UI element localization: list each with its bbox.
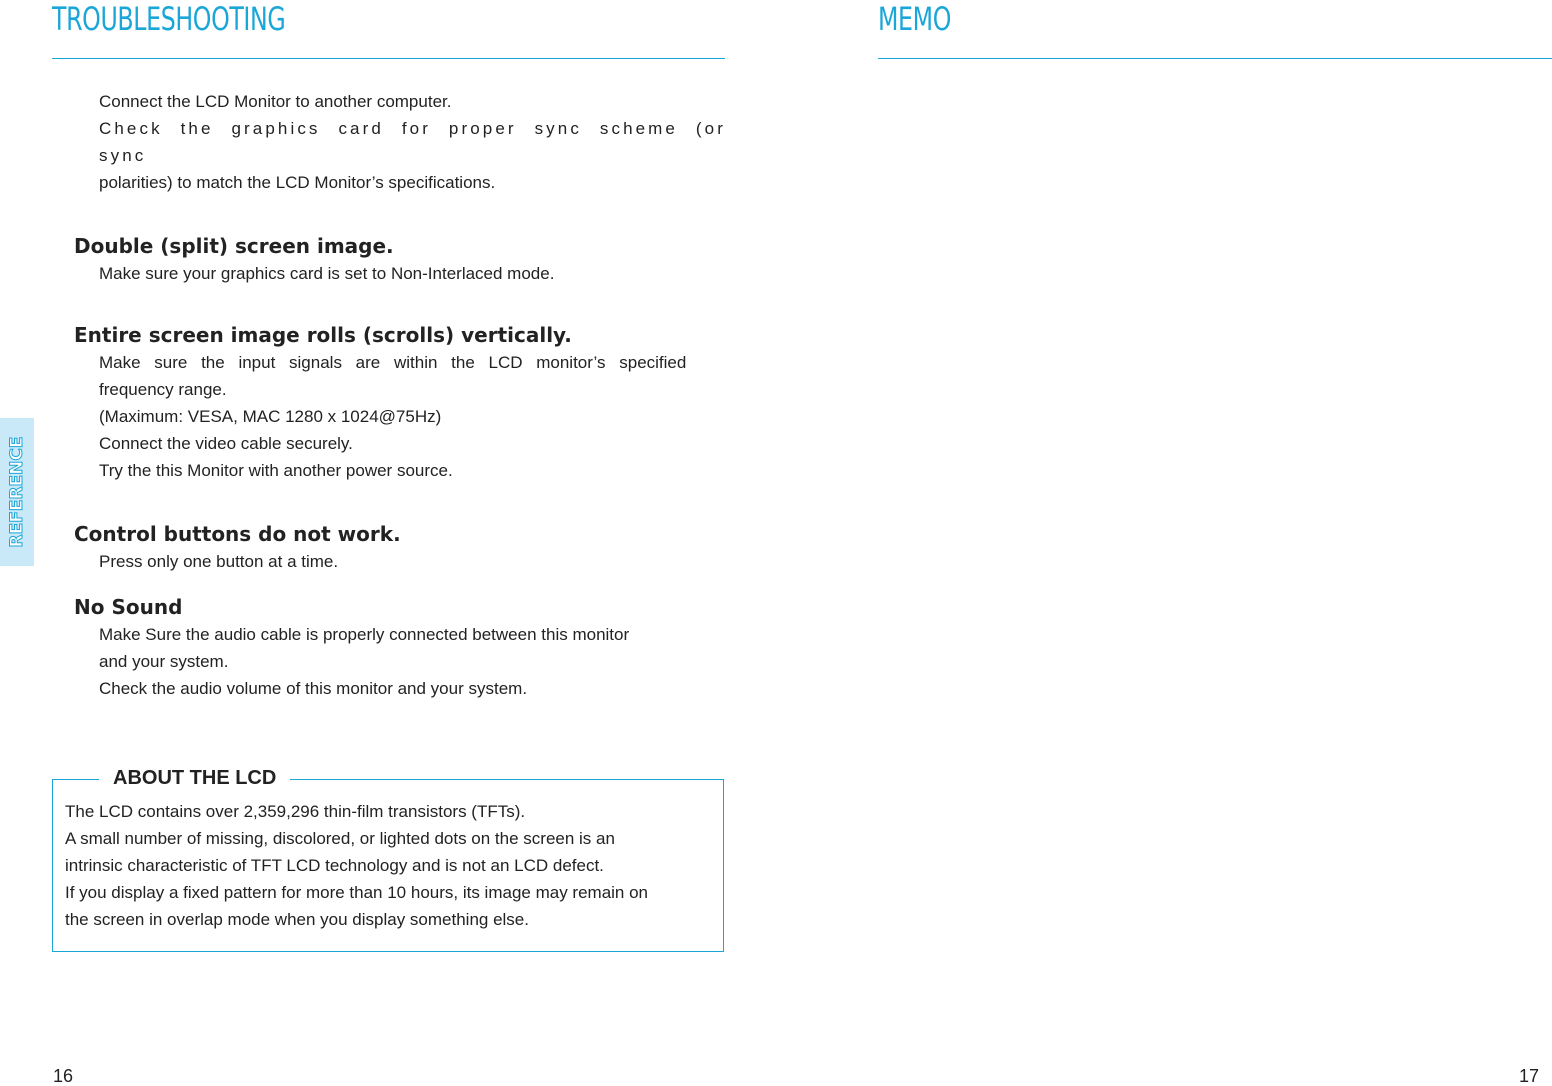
- memo-title: MEMO: [878, 0, 951, 38]
- reference-tab-label: REFERENCE: [7, 436, 27, 548]
- section-heading-control-buttons: Control buttons do not work.: [74, 522, 401, 546]
- intro-line: polarities) to match the LCD Monitor’s specifications.: [99, 173, 496, 192]
- about-lcd-box: [52, 767, 724, 952]
- section-line: Make Sure the audio cable is properly connected between this monitor: [99, 625, 630, 644]
- section-line: Connect the video cable securely.: [99, 434, 353, 453]
- section-line: Try the this Monitor with another power source.: [99, 461, 453, 480]
- section-heading-no-sound: No Sound: [74, 595, 183, 619]
- section-line: (Maximum: VESA, MAC 1280 x 1024@75Hz): [99, 407, 442, 426]
- about-lcd-title: ABOUT THE LCD: [99, 765, 290, 791]
- page-number-left: 16: [53, 1066, 74, 1086]
- section-line: Press only one button at a time.: [99, 552, 339, 571]
- troubleshooting-content: [74, 88, 726, 702]
- section-line: Check the audio volume of this monitor and your system.: [99, 679, 528, 698]
- section-line: Make sure the input signals are within the LCD monitor’s specified: [99, 353, 687, 372]
- reference-side-tab: [0, 418, 34, 566]
- about-line: If you display a fixed pattern for more than 10 hours, its image may remain on: [65, 883, 649, 902]
- page-number-right: 17: [1518, 1066, 1539, 1086]
- about-line: intrinsic characteristic of TFT LCD technology and is not an LCD defect.: [65, 856, 604, 875]
- about-lcd-body: [65, 798, 719, 933]
- section-heading-double-screen: Double (split) screen image.: [74, 234, 394, 258]
- right-title-divider: [878, 58, 1552, 59]
- section-line: and your system.: [99, 652, 229, 671]
- section-heading-screen-rolls: Entire screen image rolls (scrolls) vertically.: [74, 323, 572, 347]
- troubleshooting-title: TROUBLESHOOTING: [52, 0, 286, 38]
- intro-line: Check the graphics card for proper sync scheme (or sync: [99, 119, 726, 165]
- about-line: A small number of missing, discolored, or lighted dots on the screen is an: [65, 829, 615, 848]
- about-line: the screen in overlap mode when you display something else.: [65, 910, 529, 929]
- intro-line: Connect the LCD Monitor to another computer.: [99, 92, 452, 111]
- left-title-divider: [52, 58, 725, 59]
- about-line: The LCD contains over 2,359,296 thin-film transistors (TFTs).: [65, 802, 526, 821]
- section-line: frequency range.: [99, 380, 227, 399]
- section-line: Make sure your graphics card is set to Non-Interlaced mode.: [99, 264, 555, 283]
